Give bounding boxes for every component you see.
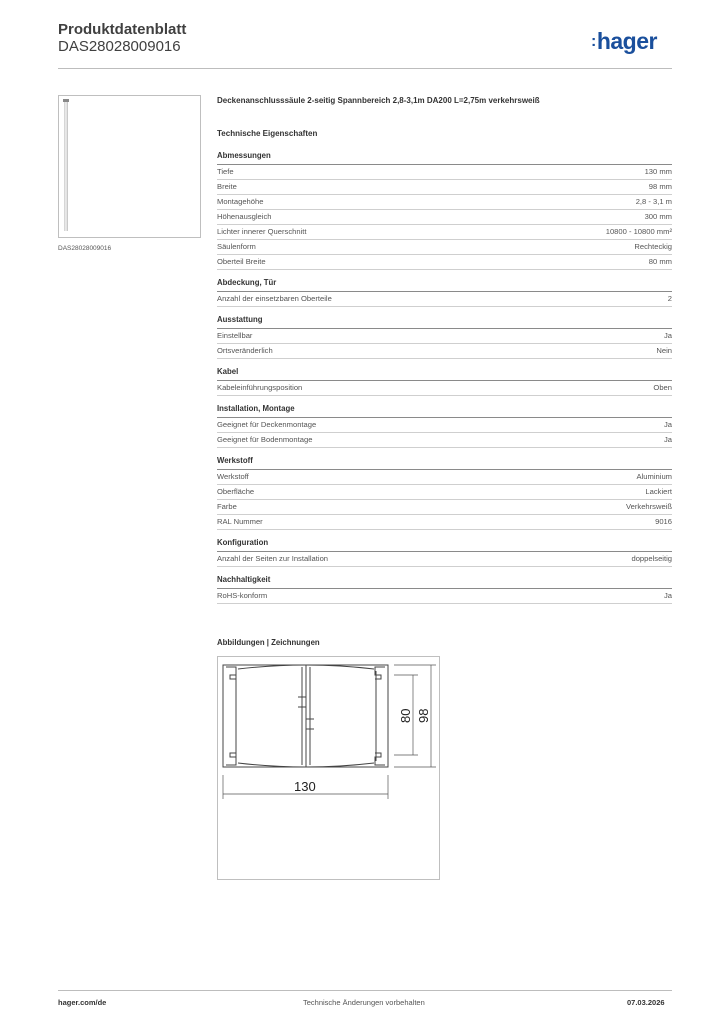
spec-row [217, 500, 672, 515]
section-title: Abdeckung, Tür [217, 278, 672, 292]
footer-notice: Technische Änderungen vorbehalten [303, 998, 425, 1007]
spec-label: Säulenform [217, 242, 256, 251]
spec-sections [217, 151, 672, 604]
clip-top-left [226, 667, 236, 679]
hager-logo [591, 28, 657, 55]
footer-date: 07.03.2026 [627, 998, 665, 1007]
spec-label: Werkstoff [217, 472, 249, 481]
header-divider [58, 68, 672, 69]
spec-value: Lackiert [645, 487, 672, 496]
spec-value: 98 mm [648, 182, 672, 191]
spec-label: Höhenausgleich [217, 212, 272, 221]
spec-row [217, 240, 672, 255]
spec-row [217, 433, 672, 448]
section-title: Abmessungen [217, 151, 672, 165]
cross-section-svg [218, 657, 441, 881]
document-id: DAS28028009016 [58, 38, 181, 55]
spec-label: Tiefe [217, 167, 234, 176]
spec-section [217, 367, 672, 396]
spec-value: doppelseitig [631, 554, 672, 563]
dim-label-width: 130 [294, 779, 316, 794]
spec-label: Anzahl der einsetzbaren Oberteile [217, 294, 332, 303]
spec-row [217, 255, 672, 270]
spec-label: Anzahl der Seiten zur Installation [217, 554, 329, 563]
spec-label: Oberteil Breite [217, 257, 266, 266]
figures-title: Abbildungen | Zeichnungen [217, 638, 320, 647]
spec-row [217, 195, 672, 210]
spec-label: Einstellbar [217, 331, 253, 340]
spec-row [217, 552, 672, 567]
dim-label-outer: 98 [416, 708, 431, 723]
spec-value: 9016 [655, 517, 672, 526]
pole-image [64, 101, 68, 231]
spec-row [217, 589, 672, 604]
spec-row [217, 165, 672, 180]
spec-label: Geeignet für Deckenmontage [217, 420, 317, 429]
spec-label: RoHS-konform [217, 591, 268, 600]
logo-dots: : [591, 33, 596, 50]
spec-row [217, 485, 672, 500]
spec-value: Ja [663, 435, 672, 444]
logo-text: hager [596, 28, 657, 54]
dim-label-inner: 80 [398, 708, 413, 723]
spec-value: Rechteckig [634, 242, 672, 251]
spec-value: Verkehrsweiß [626, 502, 672, 511]
spec-value: 80 mm [648, 257, 672, 266]
spec-row [217, 329, 672, 344]
technical-heading: Technische Eigenschaften [217, 129, 318, 138]
spec-value: Ja [663, 331, 672, 340]
section-title: Installation, Montage [217, 404, 672, 418]
spec-row [217, 225, 672, 240]
footer-divider [58, 990, 672, 991]
spec-value: 2 [667, 294, 672, 303]
spec-row [217, 418, 672, 433]
spec-section [217, 404, 672, 448]
spec-label: Oberfläche [217, 487, 255, 496]
spec-row [217, 470, 672, 485]
product-image [58, 95, 201, 238]
spec-value: Oben [653, 383, 672, 392]
pole-cap [63, 99, 69, 102]
product-description: Deckenanschlusssäule 2-seitig Spannbereich 2,8-3,1m DA200 L=2,75m verkehrsweiß [217, 96, 540, 105]
spec-column [217, 96, 672, 604]
spec-label: Montagehöhe [217, 197, 264, 206]
spec-row [217, 210, 672, 225]
spec-label: Ortsveränderlich [217, 346, 273, 355]
profile-outer-left [223, 665, 306, 767]
spec-label: Lichter innerer Querschnitt [217, 227, 307, 236]
spec-value: Ja [663, 591, 672, 600]
spec-label: Farbe [217, 502, 237, 511]
spec-section [217, 575, 672, 604]
spec-section [217, 538, 672, 567]
spec-label: Kabeleinführungsposition [217, 383, 303, 392]
spec-value: Nein [656, 346, 672, 355]
section-title: Werkstoff [217, 456, 672, 470]
spec-row [217, 292, 672, 307]
spec-section [217, 315, 672, 359]
spec-section [217, 151, 672, 270]
spec-row [217, 515, 672, 530]
spec-value: 10800 - 10800 mm² [605, 227, 672, 236]
section-title: Nachhaltigkeit [217, 575, 672, 589]
spec-label: RAL Nummer [217, 517, 263, 526]
product-image-caption: DAS28028009016 [58, 245, 112, 252]
footer-website[interactable]: hager.com/de [58, 998, 107, 1007]
profile-drawing [217, 656, 440, 880]
spec-row [217, 381, 672, 396]
spec-value: Aluminium [636, 472, 672, 481]
spec-section [217, 278, 672, 307]
spec-value: 130 mm [644, 167, 672, 176]
spec-value: Ja [663, 420, 672, 429]
spec-section [217, 456, 672, 530]
spec-label: Geeignet für Bodenmontage [217, 435, 313, 444]
section-title: Ausstattung [217, 315, 672, 329]
clip-bottom-left [226, 753, 236, 765]
section-title: Kabel [217, 367, 672, 381]
page-title: Produktdatenblatt [58, 21, 187, 38]
spec-row [217, 180, 672, 195]
spec-label: Breite [217, 182, 237, 191]
spec-row [217, 344, 672, 359]
spec-value: 2,8 - 3,1 m [635, 197, 672, 206]
spec-value: 300 mm [644, 212, 672, 221]
section-title: Konfiguration [217, 538, 672, 552]
